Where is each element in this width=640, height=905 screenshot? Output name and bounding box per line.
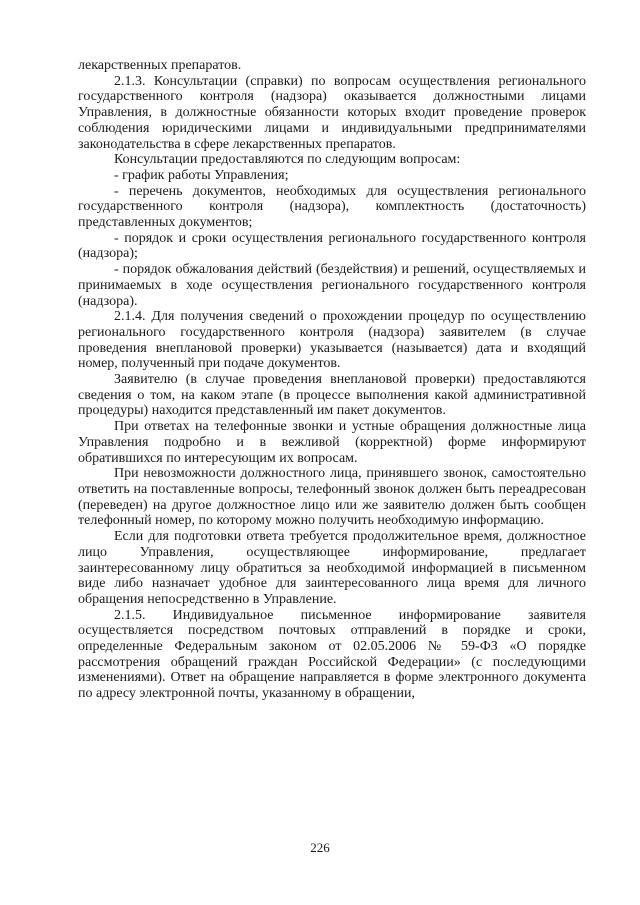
paragraph-long-preparation: Если для подготовки ответа требуется продолжительное время, должностное лицо Управления, осуществляющее информирование, предлагает заинтересованному лицу обратиться за необходимой информацией в письменном виде либо назначает удобное для заинтересованного лица время для личного обращения непосредственно в Управление. [78, 529, 586, 607]
paragraph-call-redirect: При невозможности должностного лица, принявшего звонок, самостоятельно ответить на поставленные вопросы, телефонный звонок должен быть переадресован (переведен) на другое должностное лицо или же заявителю должен быть сообщен телефонный номер, по которому можно получить необходимую информацию. [78, 466, 586, 529]
paragraph-2-1-5: 2.1.5. Индивидуальное письменное информирование заявителя осуществляется посредством почтовых отправлений в порядке и сроки, определенные Федеральным законом от 02.05.2006 № 59-ФЗ «О порядке рассмотрения обращений граждан Российской Федерации» (с последующими изменениями). Ответ на обращение направляется в форме электронного документа по адресу электронной почты, указанному в обращении, [78, 607, 586, 702]
paragraph-2-1-3: 2.1.3. Консультации (справки) по вопросам осуществления регионального государственного контроля (надзора) оказывается должностными лицами Управления, в должностные обязанности которых входит проведение проверок соблюдения юридическими лицами и индивидуальными предпринимателями законодательства в сфере лекарственных препаратов. [78, 73, 586, 152]
paragraph-continuation: лекарственных препаратов. [78, 58, 242, 73]
document-body [78, 58, 586, 702]
paragraph-2-1-4: 2.1.4. Для получения сведений о прохождении процедур по осуществлению регионального государственного контроля (надзора) заявителем (в случае проведения внеплановой проверки) указывается (называется) дата и входящий номер, полученный при подаче документов. [78, 309, 586, 372]
paragraph-phone-calls: При ответах на телефонные звонки и устные обращения должностные лица Управления подробно и в вежливой (корректной) форме информируют обратившихся по интересующим их вопросам. [78, 419, 586, 466]
list-item-procedure: - порядок и сроки осуществления регионального государственного контроля (надзора); [78, 230, 586, 262]
paragraph-consultation-topics: Консультации предоставляются по следующим вопросам: [114, 152, 461, 168]
paragraph-applicant-info: Заявителю (в случае проведения внеплановой проверки) предоставляются сведения о том, на каком этапе (в процессе выполнения какой административной процедуры) находится представленный им пакет документов. [78, 372, 586, 419]
page-number: 226 [310, 840, 330, 855]
list-item-schedule: - график работы Управления; [114, 167, 289, 183]
list-item-appeal: - порядок обжалования действий (бездействия) и решений, осуществляемых и принимаемых в ходе осуществления регионального государственного контроля (надзора). [78, 262, 586, 309]
list-item-documents: - перечень документов, необходимых для осуществления регионального государственного контроля (надзора), комплектность (достаточность) представленных документов; [78, 183, 586, 231]
